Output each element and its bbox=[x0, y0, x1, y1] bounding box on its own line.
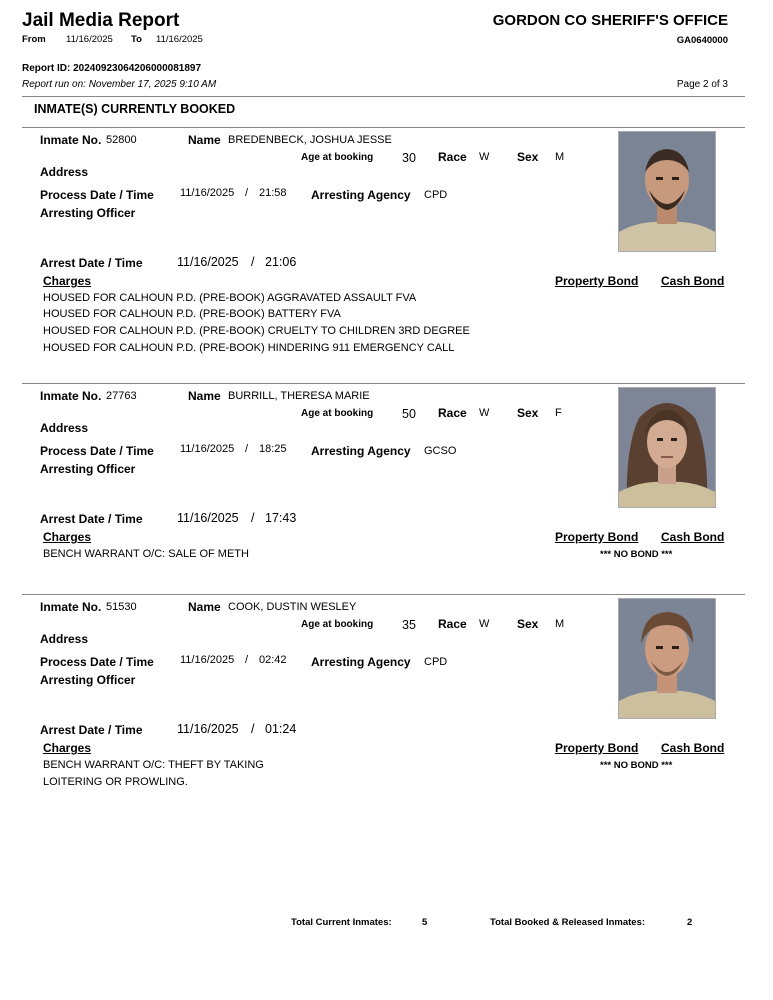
cash-bond-label: Cash Bond bbox=[661, 274, 725, 288]
to-date: 11/16/2025 bbox=[156, 34, 203, 45]
arresting-agency: CPD bbox=[424, 656, 448, 668]
bond-note: *** NO BOND *** bbox=[600, 549, 673, 560]
charge-item: BENCH WARRANT O/C: SALE OF METH bbox=[43, 548, 249, 560]
property-bond-label: Property Bond bbox=[555, 741, 639, 755]
inmate-name: BREDENBECK, JOSHUA JESSE bbox=[228, 134, 392, 146]
report-title: Jail Media Report bbox=[22, 10, 180, 31]
arrest-time: 17:43 bbox=[265, 511, 297, 525]
arrest-time: 21:06 bbox=[265, 255, 297, 269]
arresting-agency: GCSO bbox=[424, 445, 457, 457]
mugshot-photo bbox=[618, 131, 716, 252]
bond-note: *** NO BOND *** bbox=[600, 760, 673, 771]
divider bbox=[22, 96, 745, 97]
age-value: 35 bbox=[402, 618, 416, 632]
charges-label: Charges bbox=[43, 274, 92, 288]
divider bbox=[22, 127, 745, 128]
process-date: 11/16/2025 bbox=[180, 187, 235, 199]
separator: / bbox=[251, 722, 255, 736]
cash-bond-label: Cash Bond bbox=[661, 530, 725, 544]
arresting-officer-label: Arresting Officer bbox=[40, 206, 136, 220]
sex-value: M bbox=[555, 151, 565, 163]
inmate-name: BURRILL, THERESA MARIE bbox=[228, 390, 370, 402]
arresting-agency-label: Arresting Agency bbox=[311, 188, 411, 202]
race-value: W bbox=[479, 618, 490, 630]
inmate-number: 27763 bbox=[106, 390, 137, 402]
age-label: Age at booking bbox=[301, 408, 374, 419]
age-label: Age at booking bbox=[301, 619, 374, 630]
page-number: Page 2 of 3 bbox=[676, 79, 728, 90]
charge-item: LOITERING OR PROWLING. bbox=[43, 776, 188, 788]
arrest-date: 11/16/2025 bbox=[177, 255, 239, 269]
property-bond-label: Property Bond bbox=[555, 274, 639, 288]
to-label: To bbox=[131, 34, 142, 45]
arrest-label: Arrest Date / Time bbox=[40, 512, 143, 526]
process-date: 11/16/2025 bbox=[180, 443, 235, 455]
mugshot-image bbox=[619, 132, 715, 251]
inmate-name: COOK, DUSTIN WESLEY bbox=[228, 601, 357, 613]
total-released-value: 2 bbox=[687, 917, 693, 928]
charge-item: HOUSED FOR CALHOUN P.D. (PRE-BOOK) CRUELTY TO CHILDREN 3RD DEGREE bbox=[43, 325, 470, 337]
cash-bond-label: Cash Bond bbox=[661, 741, 725, 755]
inmate-no-label: Inmate No. bbox=[40, 600, 102, 614]
process-time: 02:42 bbox=[259, 654, 287, 666]
name-label: Name bbox=[188, 389, 221, 403]
charge-item: HOUSED FOR CALHOUN P.D. (PRE-BOOK) BATTERY FVA bbox=[43, 308, 341, 320]
mugshot-photo bbox=[618, 598, 716, 719]
age-value: 50 bbox=[402, 407, 416, 421]
report-run-on: Report run on: November 17, 2025 9:10 AM bbox=[22, 79, 217, 90]
from-label: From bbox=[22, 34, 46, 45]
sex-value: F bbox=[555, 407, 562, 419]
charge-item: HOUSED FOR CALHOUN P.D. (PRE-BOOK) HINDERING 911 EMERGENCY CALL bbox=[43, 342, 455, 354]
separator: / bbox=[251, 255, 255, 269]
arrest-date: 11/16/2025 bbox=[177, 722, 239, 736]
process-label: Process Date / Time bbox=[40, 655, 154, 669]
section-title: INMATE(S) CURRENTLY BOOKED bbox=[34, 102, 236, 116]
separator: / bbox=[245, 654, 249, 666]
sex-label: Sex bbox=[517, 617, 539, 631]
mugshot-photo bbox=[618, 387, 716, 508]
address-label: Address bbox=[40, 632, 89, 646]
charges-label: Charges bbox=[43, 741, 92, 755]
process-label: Process Date / Time bbox=[40, 188, 154, 202]
race-label: Race bbox=[438, 617, 467, 631]
from-date: 11/16/2025 bbox=[66, 34, 113, 45]
inmate-number: 51530 bbox=[106, 601, 137, 613]
name-label: Name bbox=[188, 133, 221, 147]
total-current-label: Total Current Inmates: bbox=[291, 917, 392, 928]
sex-value: M bbox=[555, 618, 565, 630]
divider bbox=[22, 594, 745, 595]
process-time: 18:25 bbox=[259, 443, 287, 455]
arrest-label: Arrest Date / Time bbox=[40, 256, 143, 270]
process-time: 21:58 bbox=[259, 187, 287, 199]
arresting-agency: CPD bbox=[424, 189, 448, 201]
mugshot-image bbox=[619, 599, 715, 718]
race-label: Race bbox=[438, 406, 467, 420]
arresting-agency-label: Arresting Agency bbox=[311, 444, 411, 458]
inmate-no-label: Inmate No. bbox=[40, 389, 102, 403]
arresting-agency-label: Arresting Agency bbox=[311, 655, 411, 669]
arrest-date: 11/16/2025 bbox=[177, 511, 239, 525]
arresting-officer-label: Arresting Officer bbox=[40, 673, 136, 687]
agency-code: GA0640000 bbox=[676, 35, 728, 46]
mugshot-image bbox=[619, 388, 715, 507]
charges-label: Charges bbox=[43, 530, 92, 544]
sex-label: Sex bbox=[517, 406, 539, 420]
process-label: Process Date / Time bbox=[40, 444, 154, 458]
agency-name: GORDON CO SHERIFF'S OFFICE bbox=[492, 12, 728, 29]
total-released-label: Total Booked & Released Inmates: bbox=[490, 917, 646, 928]
age-label: Age at booking bbox=[301, 152, 374, 163]
divider bbox=[22, 383, 745, 384]
separator: / bbox=[245, 187, 249, 199]
charge-item: BENCH WARRANT O/C: THEFT BY TAKING bbox=[43, 759, 264, 771]
property-bond-label: Property Bond bbox=[555, 530, 639, 544]
total-current-value: 5 bbox=[422, 917, 428, 928]
arrest-time: 01:24 bbox=[265, 722, 297, 736]
process-date: 11/16/2025 bbox=[180, 654, 235, 666]
age-value: 30 bbox=[402, 151, 416, 165]
arresting-officer-label: Arresting Officer bbox=[40, 462, 136, 476]
inmate-number: 52800 bbox=[106, 134, 137, 146]
race-label: Race bbox=[438, 150, 467, 164]
inmate-no-label: Inmate No. bbox=[40, 133, 102, 147]
separator: / bbox=[245, 443, 249, 455]
address-label: Address bbox=[40, 165, 89, 179]
race-value: W bbox=[479, 151, 490, 163]
separator: / bbox=[251, 511, 255, 525]
arrest-label: Arrest Date / Time bbox=[40, 723, 143, 737]
race-value: W bbox=[479, 407, 490, 419]
charge-item: HOUSED FOR CALHOUN P.D. (PRE-BOOK) AGGRAVATED ASSAULT FVA bbox=[43, 292, 417, 304]
address-label: Address bbox=[40, 421, 89, 435]
report-id: Report ID: 20240923064206000081897 bbox=[22, 63, 202, 74]
sex-label: Sex bbox=[517, 150, 539, 164]
name-label: Name bbox=[188, 600, 221, 614]
